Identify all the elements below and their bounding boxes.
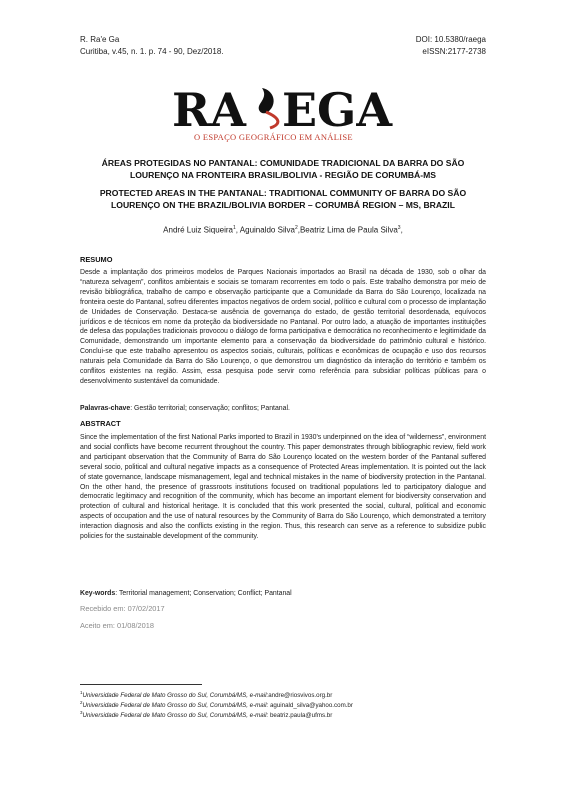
journal-issue: Curitiba, v.45, n. 1. p. 74 - 90, Dez/2018. bbox=[80, 47, 224, 56]
footnote-mark: 2 bbox=[80, 700, 83, 705]
abstract-keywords bbox=[80, 589, 486, 599]
journal-logo bbox=[170, 82, 400, 152]
footnote-affiliation: Universidade Federal de Mato Grosso do Sul, Corumbá/MS, e-mail: bbox=[82, 692, 269, 700]
journal-name: R. Ra'e Ga bbox=[80, 35, 120, 44]
keywords-text: : Territorial management; Conservation; Conflict; Pantanal bbox=[115, 590, 292, 597]
resumo-heading: RESUMO bbox=[80, 255, 113, 264]
received-date: Recebido em: 07/02/2017 bbox=[80, 604, 165, 613]
footnote-email: aguinald_silva@yahoo.com.br bbox=[268, 702, 353, 710]
footnote-3 bbox=[80, 708, 332, 721]
author-separator: , bbox=[400, 225, 403, 235]
resumo-text: Desde a implantação dos primeiros modelos de Parques Nacionais importados ao Brasil na década de 1930, sob o olhar da “natureza selvagem”, conflitos ambientais e sociais se tornaram recorrentes em todo o país. Este trabalho demonstra por meio de revisão bibliográfica, trabalho de campo e observação participante que a Comunidade da Barra do São Lourenço, localizada na fronteira oeste do Pantanal, sofreu diferentes impactos negativos de ordem social, político e cultural com o processo de implantação de Unidades de Conservação. Destaca-se ausência de governança do estado, de gestão territorial desordenada, equívocos jurídicos e de técnicos em nome da proteção da biodiversidade no Pantanal. Por outro lado, a atuação de importantes instituições de defesa das populações tradicionais provocou o diálogo de forma participativa e democrática no reconhecimento e legitimidade da Comunidade, demonstrando um importante elemento para a conservação da biodiversidade do patrimônio cultural e histórico. Conclui-se que este trabalho apresentou os aspectos sociais, culturais, políticas e econômicas de ocupação e uso dos recursos naturais pela Comunidade da Barra do São Lourenço, o que demonstrou um diagnóstico da interação do território e também os conflitos existentes na região. Assim, essa pesquisa pode servir como referência para subsidiar políticas públicas para o desenvolvimento sustentável da comunidade. bbox=[80, 269, 486, 385]
footnote-mark: 1 bbox=[80, 690, 83, 695]
abstract-heading: ABSTRACT bbox=[80, 419, 121, 428]
svg-text:EGA: EGA bbox=[282, 83, 393, 132]
footnote-affiliation: Universidade Federal de Mato Grosso do Sul, Corumbá/MS, e-mail: bbox=[82, 712, 269, 720]
footnote-mark: 3 bbox=[80, 710, 83, 715]
footnote-affiliation: Universidade Federal de Mato Grosso do Sul, Corumbá/MS, e-mail: bbox=[82, 702, 269, 710]
title-en-line-2: LOURENÇO ON THE BRAZIL/BOLIVIA BORDER – CORUMBÁ REGION – MS, BRAZIL bbox=[111, 200, 455, 210]
author-list bbox=[40, 222, 526, 237]
logo-tagline: O ESPAÇO GEOGRÁFICO EM ANÁLISE bbox=[194, 132, 353, 142]
author-separator: , bbox=[235, 225, 240, 235]
doi: DOI: 10.5380/raega bbox=[415, 35, 486, 44]
footnote-email: andre@riosvivos.org.br bbox=[268, 692, 333, 700]
footnote-email: beatriz.paula@ufms.br bbox=[268, 712, 333, 720]
keywords-text: : Gestão territorial; conservação; conflitos; Pantanal. bbox=[130, 405, 290, 412]
author-name: André Luiz Siqueira bbox=[163, 225, 233, 235]
author-name: Beatriz Lima de Paula Silva bbox=[299, 225, 398, 235]
accepted-date: Aceito em: 01/08/2018 bbox=[80, 621, 154, 630]
author-name: Aguinaldo Silva bbox=[239, 225, 295, 235]
logo-wordmark bbox=[170, 82, 400, 132]
footnote-divider bbox=[80, 684, 202, 685]
author-affil-mark: 1 bbox=[233, 225, 236, 231]
svg-text:RA: RA bbox=[172, 83, 246, 132]
eissn: eISSN:2177-2738 bbox=[422, 47, 486, 56]
author-affil-mark: 2 bbox=[294, 225, 298, 231]
keywords-label: Key-words bbox=[80, 590, 116, 597]
resumo-keywords bbox=[80, 404, 486, 414]
title-pt-line-2: LOURENÇO NA FRONTEIRA BRASIL/BOLIVIA - REGIÃO DE CORUMBÁ-MS bbox=[129, 170, 437, 180]
title-en-line-1: PROTECTED AREAS IN THE PANTANAL: TRADITIONAL COMMUNITY OF BARRA DO SÃO bbox=[99, 188, 467, 198]
author-affil-mark: 3 bbox=[397, 225, 401, 231]
abstract-text: Since the implementation of the first National Parks imported to Brazil in 1930's underpinned on the idea of “wilderness”, environment and social conflicts have become recurrent throughout the country. This paper demonstrates through bibliographic review, field work and participant observation that the Community of Barra do São Lourenço located on the western border of the Pantanal suffered several socio, political and cultural negative impacts as a consequence of Protected Areas implementation. It is pointed out the lack of state governance, landscape mismanagement, legal and technical mistakes in the name of biodiversity protection in the Pantanal. On the other hand, the presence of grassroots institutions focused on traditional populations led to participatory dialogue and democratic legitimacy and recognition of the community, which has become an important element for biodiversity conservation and protection of cultural and historical heritage. It is concluded that this work presented the social, cultural, political and economic aspects of occupation and the use of natural resources by the Community of Barra do São Lourenço, which demonstrated a territory interaction diagnosis and also the conflicts existing in the region. Thus, this research can serve as a reference to subsidize public policies for the sustainable development of the community. bbox=[80, 434, 486, 541]
title-pt-line-1: ÁREAS PROTEGIDAS NO PANTANAL: COMUNIDADE TRADICIONAL DA BARRA DO SÃO bbox=[101, 158, 465, 168]
author-separator: , bbox=[297, 225, 300, 235]
keywords-label: Palavras-chave bbox=[80, 405, 131, 412]
